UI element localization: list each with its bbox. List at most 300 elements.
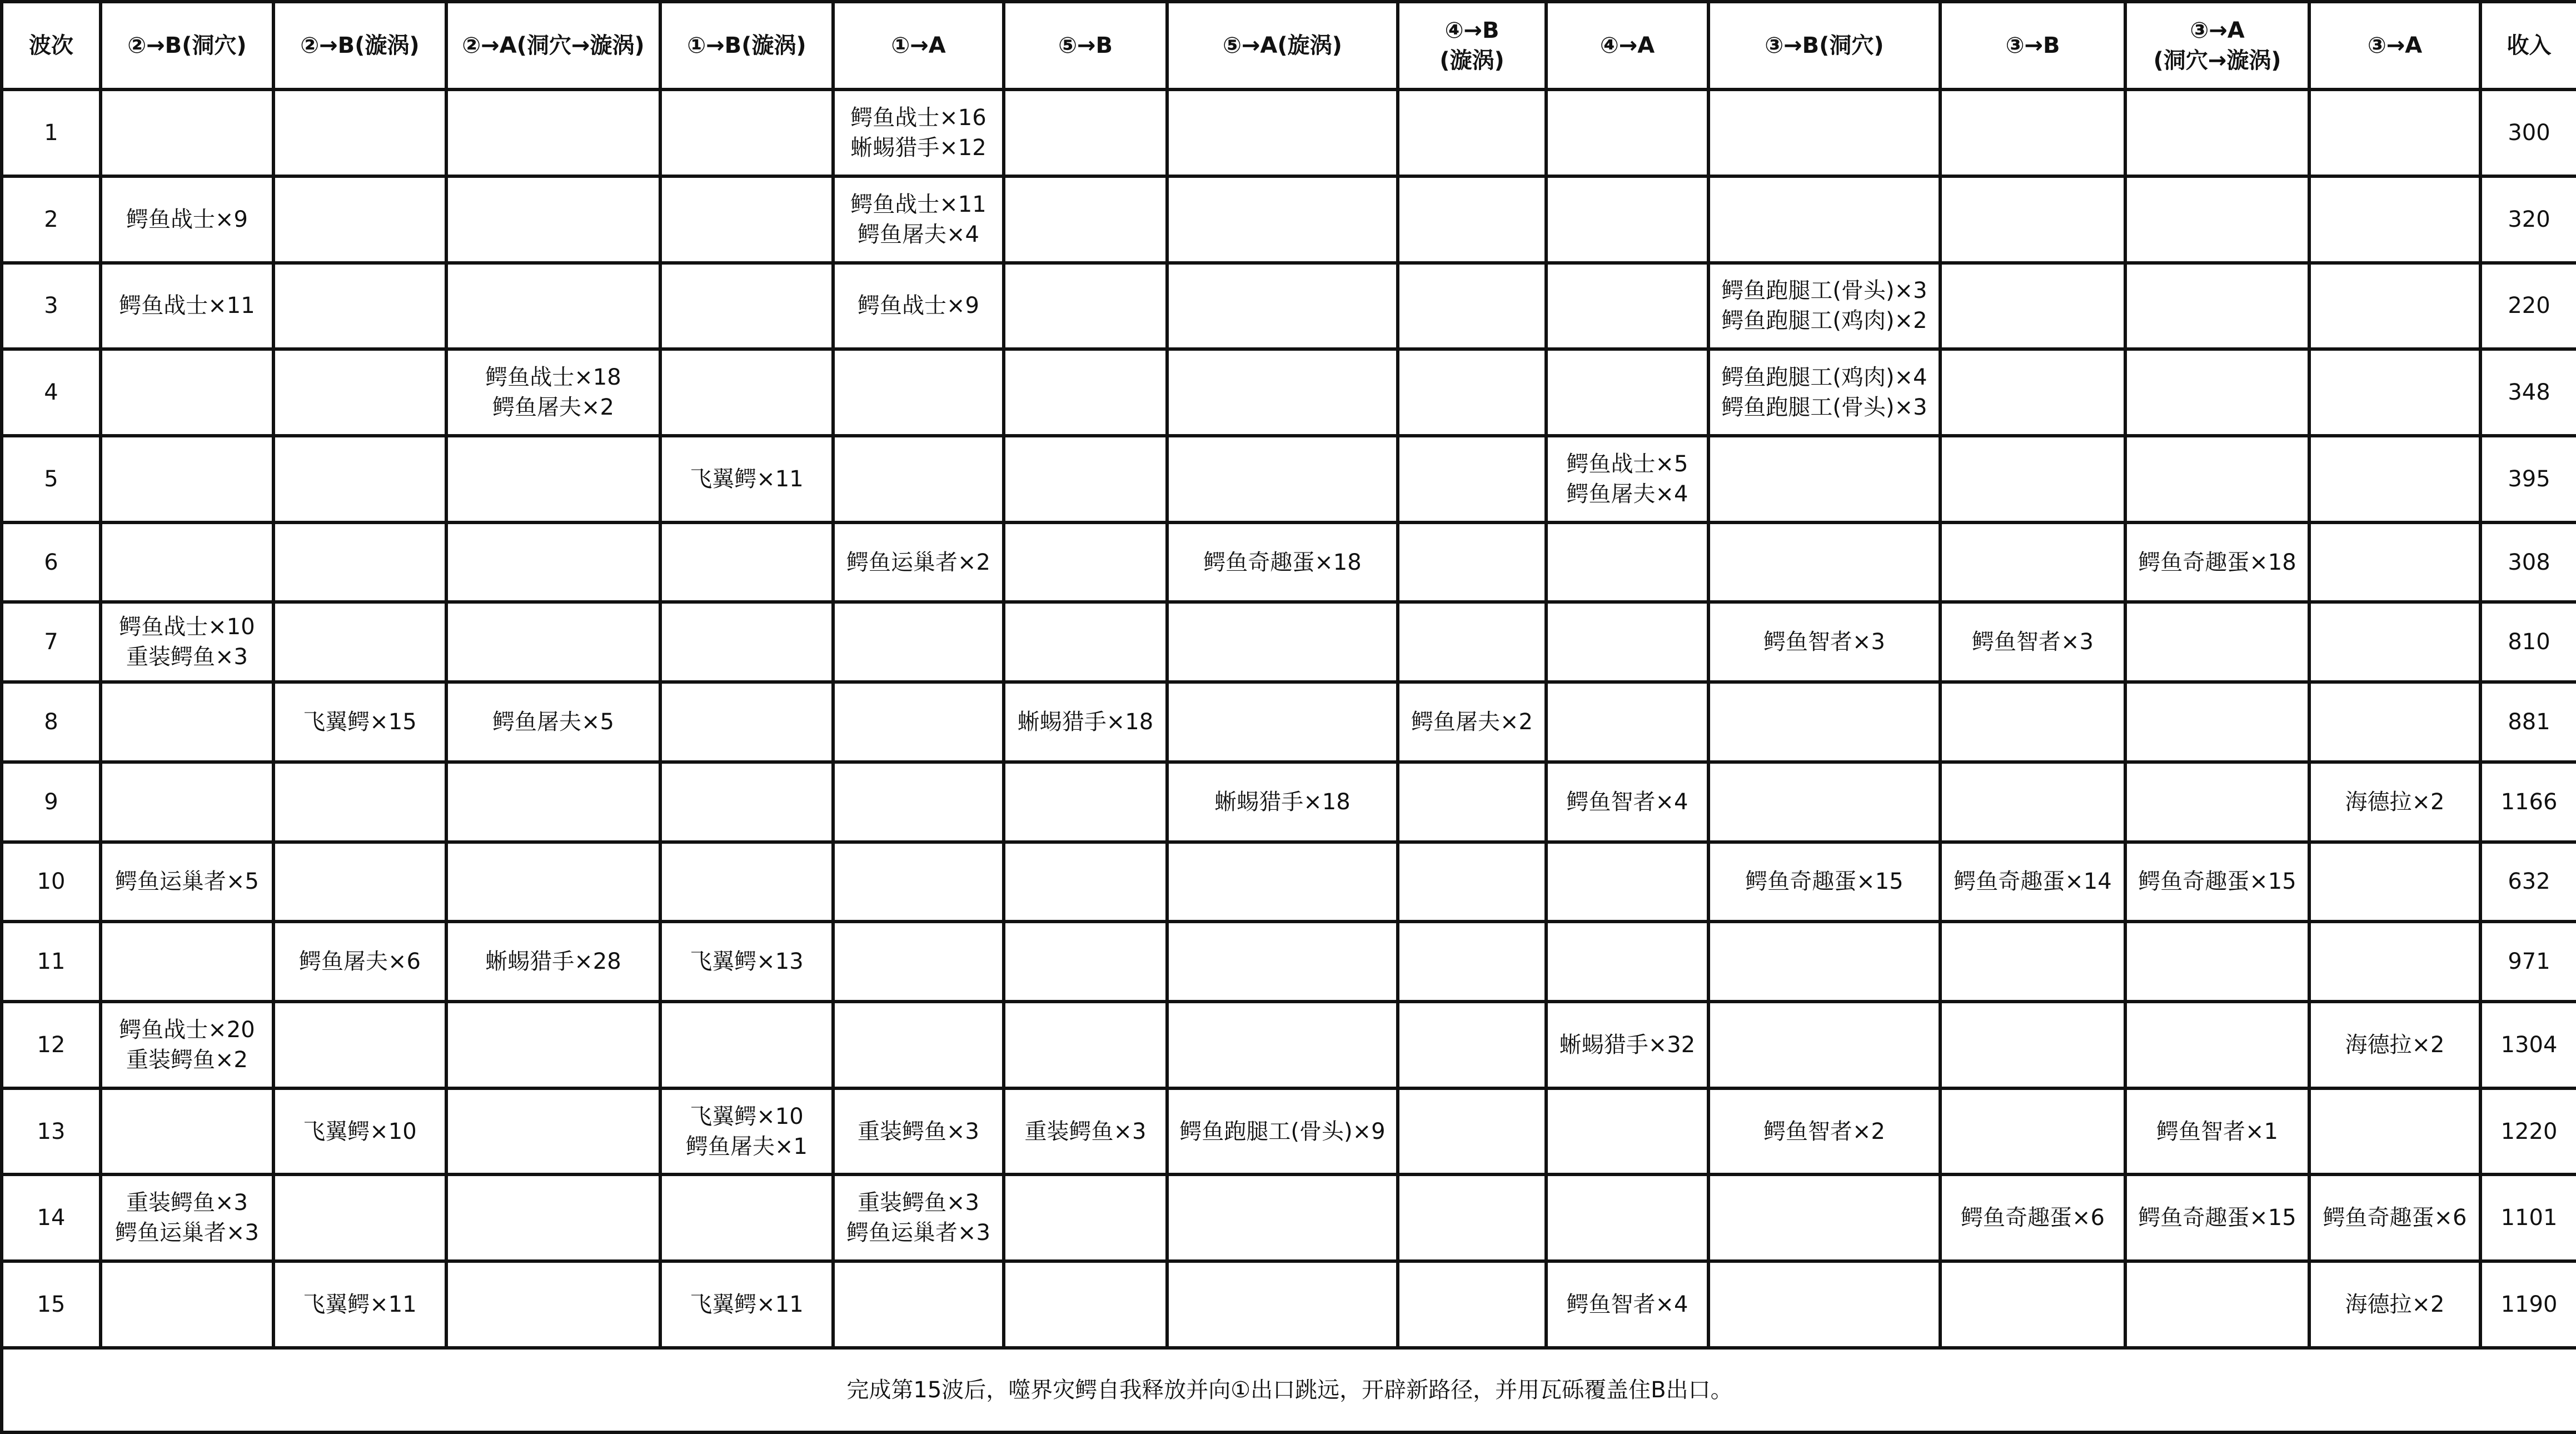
cell-text: 鳄鱼运巢者×3 [115, 1220, 259, 1246]
table-cell [660, 263, 833, 350]
table-cell [1167, 682, 1398, 762]
table-cell [1004, 1261, 1167, 1348]
column-header-label: 波次 [29, 33, 73, 58]
table-cell [660, 682, 833, 762]
column-header [2480, 2, 2576, 89]
table-cell [1708, 1088, 1940, 1175]
table-cell [446, 89, 660, 176]
table-cell [1708, 1002, 1940, 1088]
cell-text: 飞翼鳄×11 [690, 466, 804, 492]
table-cell [1546, 922, 1708, 1002]
footer-note: 完成第15波后，噬界灾鳄自我释放并向①出口跳远，开辟新路径，并用瓦砾覆盖住B出口。 [2, 1348, 2576, 1432]
table-cell [2125, 1088, 2309, 1175]
table-cell [660, 1261, 833, 1348]
table-cell [1398, 842, 1546, 922]
column-header [1167, 2, 1398, 89]
table-cell [1940, 1261, 2125, 1348]
table-cell [1167, 263, 1398, 350]
table-cell [833, 762, 1004, 842]
table-cell [660, 602, 833, 682]
table-cell [446, 682, 660, 762]
cell-text: 飞翼鳄×10 [690, 1103, 804, 1129]
table-cell [2125, 263, 2309, 350]
cell-text: 鳄鱼跑腿工(骨头)×3 [1721, 395, 1927, 421]
table-cell [446, 176, 660, 263]
table-cell [660, 522, 833, 603]
table-cell [1398, 762, 1546, 842]
table-cell [2125, 842, 2309, 922]
table-cell [2125, 349, 2309, 436]
table-cell [2309, 842, 2480, 922]
cell-text: 鳄鱼战士×9 [126, 206, 248, 232]
table-cell [101, 602, 273, 682]
cell-text: 1220 [2500, 1118, 2558, 1144]
table-cell [1708, 349, 1940, 436]
cell-text: 鳄鱼奇趣蛋×14 [1954, 869, 2112, 895]
table-row [2, 522, 2576, 603]
table-cell [1398, 176, 1546, 263]
cell-text: 632 [2508, 869, 2550, 895]
table-cell [446, 522, 660, 603]
table-cell [1546, 176, 1708, 263]
column-header-label: ②→B(洞穴) [127, 33, 247, 58]
table-cell [660, 1174, 833, 1261]
income-cell [2480, 89, 2576, 176]
table-cell [660, 1002, 833, 1088]
column-header [446, 2, 660, 89]
table-cell [660, 436, 833, 522]
table-row [2, 1088, 2576, 1175]
table-cell [273, 1174, 446, 1261]
column-header [2309, 2, 2480, 89]
cell-text: 鳄鱼奇趣蛋×15 [2138, 869, 2296, 895]
table-row [2, 842, 2576, 922]
table-cell [101, 176, 273, 263]
table-cell [1546, 1174, 1708, 1261]
column-header [273, 2, 446, 89]
wave-number-cell [2, 602, 101, 682]
cell-text: 鳄鱼运巢者×3 [846, 1220, 990, 1246]
table-cell [1167, 1174, 1398, 1261]
table-cell [2125, 1002, 2309, 1088]
table-cell [2309, 762, 2480, 842]
cell-text: 971 [2508, 949, 2550, 975]
wave-number-cell [2, 89, 101, 176]
table-cell [833, 436, 1004, 522]
column-header-label: 收入 [2507, 33, 2552, 58]
table-cell [101, 922, 273, 1002]
table-cell [101, 682, 273, 762]
table-row [2, 349, 2576, 436]
table-row [2, 176, 2576, 263]
cell-text: 海德拉×2 [2345, 1292, 2445, 1318]
table-cell [833, 1002, 1004, 1088]
table-cell [1398, 1174, 1546, 1261]
cell-text: 6 [44, 549, 58, 575]
table-cell [101, 263, 273, 350]
wave-number-cell [2, 762, 101, 842]
table-cell [2309, 682, 2480, 762]
income-cell [2480, 842, 2576, 922]
table-cell [2125, 922, 2309, 1002]
income-cell [2480, 1088, 2576, 1175]
cell-text: 鳄鱼奇趣蛋×15 [1745, 869, 1904, 895]
column-header-label: ③→A [2190, 18, 2245, 43]
table-body [2, 89, 2576, 1348]
cell-text: 蜥蜴猎手×18 [1214, 789, 1351, 815]
table-cell [1546, 762, 1708, 842]
wave-number-cell [2, 1261, 101, 1348]
cell-text: 飞翼鳄×11 [303, 1292, 417, 1318]
cell-text: 810 [2508, 629, 2550, 655]
table-cell [273, 176, 446, 263]
cell-text: 飞翼鳄×10 [303, 1118, 417, 1144]
table-cell [2125, 1261, 2309, 1348]
table-cell [1546, 842, 1708, 922]
table-cell [1940, 1088, 2125, 1175]
cell-text: 鳄鱼运巢者×5 [115, 869, 259, 895]
cell-text: 鳄鱼屠夫×2 [1411, 709, 1533, 735]
table-cell [273, 682, 446, 762]
cell-text: 鳄鱼智者×3 [1763, 629, 1885, 655]
table-cell [1004, 842, 1167, 922]
table-cell [101, 842, 273, 922]
cell-text: 重装鳄鱼×3 [126, 644, 248, 670]
table-cell [1004, 263, 1167, 350]
cell-text: 8 [44, 709, 58, 735]
table-cell [2309, 436, 2480, 522]
table-cell [1708, 522, 1940, 603]
table-cell [833, 263, 1004, 350]
table-cell [101, 349, 273, 436]
table-cell [273, 263, 446, 350]
income-cell [2480, 1002, 2576, 1088]
table-cell [1546, 349, 1708, 436]
cell-text: 鳄鱼屠夫×6 [299, 949, 421, 975]
table-cell [1546, 1088, 1708, 1175]
cell-text: 1304 [2500, 1032, 2558, 1058]
wave-number-cell [2, 922, 101, 1002]
cell-text: 12 [37, 1032, 66, 1058]
table-cell [2125, 522, 2309, 603]
table-cell [1940, 602, 2125, 682]
table-cell [660, 1088, 833, 1175]
table-cell [1004, 922, 1167, 1002]
table-cell [2309, 1088, 2480, 1175]
table-cell [1398, 922, 1546, 1002]
column-header [2, 2, 101, 89]
income-cell [2480, 602, 2576, 682]
table-cell [833, 1261, 1004, 1348]
table-cell [2125, 1174, 2309, 1261]
column-header [1546, 2, 1708, 89]
table-cell [1940, 842, 2125, 922]
table-cell [101, 1002, 273, 1088]
table-cell [1708, 682, 1940, 762]
column-header-label: ①→A [891, 33, 946, 58]
wave-number-cell [2, 682, 101, 762]
cell-text: 1 [44, 120, 58, 146]
column-header [1940, 2, 2125, 89]
income-cell [2480, 922, 2576, 1002]
table-cell [273, 842, 446, 922]
cell-text: 鳄鱼战士×20 [119, 1017, 255, 1043]
cell-text: 鳄鱼跑腿工(骨头)×3 [1721, 278, 1927, 304]
table-cell [1167, 349, 1398, 436]
cell-text: 1190 [2500, 1292, 2558, 1318]
table-cell [2309, 1261, 2480, 1348]
cell-text: 鳄鱼奇趣蛋×18 [1203, 549, 1362, 575]
table-cell [2309, 349, 2480, 436]
cell-text: 鳄鱼战士×18 [485, 365, 621, 391]
table-cell [2125, 436, 2309, 522]
cell-text: 鳄鱼屠夫×4 [1566, 481, 1688, 507]
income-cell [2480, 436, 2576, 522]
cell-text: 320 [2508, 206, 2550, 232]
column-header-label: (洞穴→漩涡) [2153, 48, 2281, 73]
table-cell [833, 842, 1004, 922]
cell-text: 300 [2508, 120, 2550, 146]
table-cell [833, 349, 1004, 436]
table-cell [660, 842, 833, 922]
table-row [2, 436, 2576, 522]
column-header [2125, 2, 2309, 89]
cell-text: 1101 [2500, 1205, 2558, 1231]
table-cell [273, 922, 446, 1002]
cell-text: 鳄鱼跑腿工(鸡肉)×4 [1721, 365, 1927, 391]
table-cell [101, 89, 273, 176]
table-cell [1940, 922, 2125, 1002]
table-cell [1004, 349, 1167, 436]
table-cell [101, 1174, 273, 1261]
table-cell [2125, 682, 2309, 762]
cell-text: 鳄鱼屠夫×4 [858, 221, 979, 247]
table-cell [273, 522, 446, 603]
table-cell [1398, 436, 1546, 522]
table-cell [2309, 89, 2480, 176]
table-cell [1398, 602, 1546, 682]
table-cell [1167, 522, 1398, 603]
column-header-label: ②→B(漩涡) [300, 33, 420, 58]
table-cell [446, 263, 660, 350]
cell-text: 重装鳄鱼×2 [126, 1047, 248, 1073]
cell-text: 4 [44, 380, 58, 406]
table-cell [1708, 436, 1940, 522]
cell-text: 鳄鱼奇趣蛋×18 [2138, 549, 2296, 575]
table-cell [446, 1174, 660, 1261]
wave-number-cell [2, 263, 101, 350]
column-header-label: ⑤→B [1058, 33, 1113, 58]
cell-text: 鳄鱼战士×11 [850, 191, 986, 217]
table-cell [101, 436, 273, 522]
table-cell [2125, 762, 2309, 842]
column-header-label: ①→B(漩涡) [687, 33, 806, 58]
table-cell [833, 89, 1004, 176]
table-cell [101, 762, 273, 842]
table-cell [273, 1002, 446, 1088]
table-cell [2309, 176, 2480, 263]
table-cell [1167, 1261, 1398, 1348]
table-cell [1004, 176, 1167, 263]
cell-text: 10 [37, 869, 66, 895]
table-cell [1004, 1174, 1167, 1261]
table-cell [1708, 922, 1940, 1002]
table-cell [1708, 602, 1940, 682]
table-cell [833, 682, 1004, 762]
cell-text: 鳄鱼奇趣蛋×6 [2323, 1205, 2467, 1231]
table-cell [2309, 522, 2480, 603]
cell-text: 重装鳄鱼×3 [858, 1118, 979, 1144]
table-cell [1708, 89, 1940, 176]
cell-text: 鳄鱼战士×5 [1566, 451, 1688, 477]
table-cell [1940, 349, 2125, 436]
table-cell [273, 349, 446, 436]
table-cell [1546, 436, 1708, 522]
wave-number-cell [2, 1174, 101, 1261]
cell-text: 鳄鱼智者×4 [1566, 1292, 1688, 1318]
table-cell [2309, 1174, 2480, 1261]
cell-text: 鳄鱼奇趣蛋×6 [1961, 1205, 2105, 1231]
table-cell [1004, 1088, 1167, 1175]
table-cell [446, 762, 660, 842]
table-cell [273, 436, 446, 522]
cell-text: 鳄鱼屠夫×5 [492, 709, 614, 735]
column-header-label: ⑤→A(旋涡) [1223, 33, 1342, 58]
wave-number-cell [2, 1002, 101, 1088]
table-cell [1004, 1002, 1167, 1088]
table-cell [2309, 263, 2480, 350]
table-cell [1940, 522, 2125, 603]
table-header-row [2, 2, 2576, 89]
table-row [2, 1002, 2576, 1088]
table-cell [1940, 762, 2125, 842]
cell-text: 蜥蜴猎手×28 [485, 949, 621, 975]
cell-text: 重装鳄鱼×3 [858, 1190, 979, 1216]
table-cell [1398, 682, 1546, 762]
cell-text: 鳄鱼屠夫×1 [686, 1133, 808, 1159]
table-cell [1940, 436, 2125, 522]
column-header-label: ④→A [1600, 33, 1655, 58]
table-cell [1167, 436, 1398, 522]
cell-text: 鳄鱼智者×3 [1972, 629, 2094, 655]
table-cell [446, 1088, 660, 1175]
table-cell [273, 89, 446, 176]
table-cell [446, 1002, 660, 1088]
cell-text: 飞翼鳄×11 [690, 1292, 804, 1318]
wave-number-cell [2, 842, 101, 922]
column-header-label: ③→B(洞穴) [1765, 33, 1884, 58]
table-cell [1004, 522, 1167, 603]
cell-text: 15 [37, 1292, 66, 1318]
cell-text: 飞翼鳄×15 [303, 709, 417, 735]
table-cell [660, 762, 833, 842]
table-cell [1167, 89, 1398, 176]
table-cell [833, 522, 1004, 603]
cell-text: 220 [2508, 293, 2550, 319]
table-cell [1004, 89, 1167, 176]
table-cell [833, 1174, 1004, 1261]
cell-text: 1166 [2500, 789, 2558, 815]
cell-text: 蜥蜴猎手×18 [1017, 709, 1154, 735]
column-header [660, 2, 833, 89]
table-cell [1940, 1174, 2125, 1261]
column-header [833, 2, 1004, 89]
income-cell [2480, 349, 2576, 436]
cell-text: 2 [44, 206, 58, 232]
table-cell [1398, 349, 1546, 436]
table-cell [1004, 762, 1167, 842]
cell-text: 鳄鱼屠夫×2 [492, 395, 614, 421]
table-cell [1708, 176, 1940, 263]
cell-text: 鳄鱼运巢者×2 [846, 549, 990, 575]
table-cell [1708, 762, 1940, 842]
table-cell [1546, 89, 1708, 176]
table-cell [1167, 1002, 1398, 1088]
table-cell [1708, 1174, 1940, 1261]
table-cell [446, 842, 660, 922]
table-row [2, 762, 2576, 842]
table-row [2, 602, 2576, 682]
table-cell [1167, 762, 1398, 842]
table-cell [1398, 1088, 1546, 1175]
column-header [101, 2, 273, 89]
column-header [1004, 2, 1167, 89]
cell-text: 881 [2508, 709, 2550, 735]
table-cell [2309, 1002, 2480, 1088]
table-cell [1546, 522, 1708, 603]
cell-text: 鳄鱼战士×10 [119, 614, 255, 640]
table-cell [1546, 1261, 1708, 1348]
table-cell [1167, 602, 1398, 682]
table-cell [660, 89, 833, 176]
cell-text: 鳄鱼战士×9 [858, 293, 979, 319]
cell-text: 蜥蜴猎手×32 [1559, 1032, 1696, 1058]
cell-text: 鳄鱼战士×11 [119, 293, 255, 319]
column-header-label: ③→B [2005, 33, 2060, 58]
table-cell [1398, 263, 1546, 350]
column-header-label: ③→A [2367, 33, 2423, 58]
table-cell [660, 176, 833, 263]
table-cell [1398, 1002, 1546, 1088]
cell-text: 7 [44, 629, 58, 655]
table-cell [2309, 922, 2480, 1002]
table-cell [1708, 1261, 1940, 1348]
table-cell [446, 349, 660, 436]
table-cell [833, 176, 1004, 263]
cell-text: 鳄鱼奇趣蛋×15 [2138, 1205, 2296, 1231]
cell-text: 14 [37, 1205, 66, 1231]
wave-number-cell [2, 522, 101, 603]
table-cell [833, 922, 1004, 1002]
table-cell [1398, 89, 1546, 176]
column-header-label: (漩涡) [1439, 48, 1504, 73]
cell-text: 395 [2508, 466, 2550, 492]
table-cell [2125, 176, 2309, 263]
table-footer-row [2, 1348, 2576, 1432]
table-cell [1004, 436, 1167, 522]
cell-text: 鳄鱼战士×16 [850, 104, 986, 131]
table-cell [101, 522, 273, 603]
table-cell [446, 922, 660, 1002]
table-cell [1398, 1261, 1546, 1348]
table-cell [2309, 602, 2480, 682]
cell-text: 鳄鱼跑腿工(骨头)×9 [1179, 1118, 1386, 1144]
table-cell [1940, 1002, 2125, 1088]
table-cell [1940, 89, 2125, 176]
cell-text: 3 [44, 293, 58, 319]
table-row [2, 89, 2576, 176]
table-cell [1004, 602, 1167, 682]
